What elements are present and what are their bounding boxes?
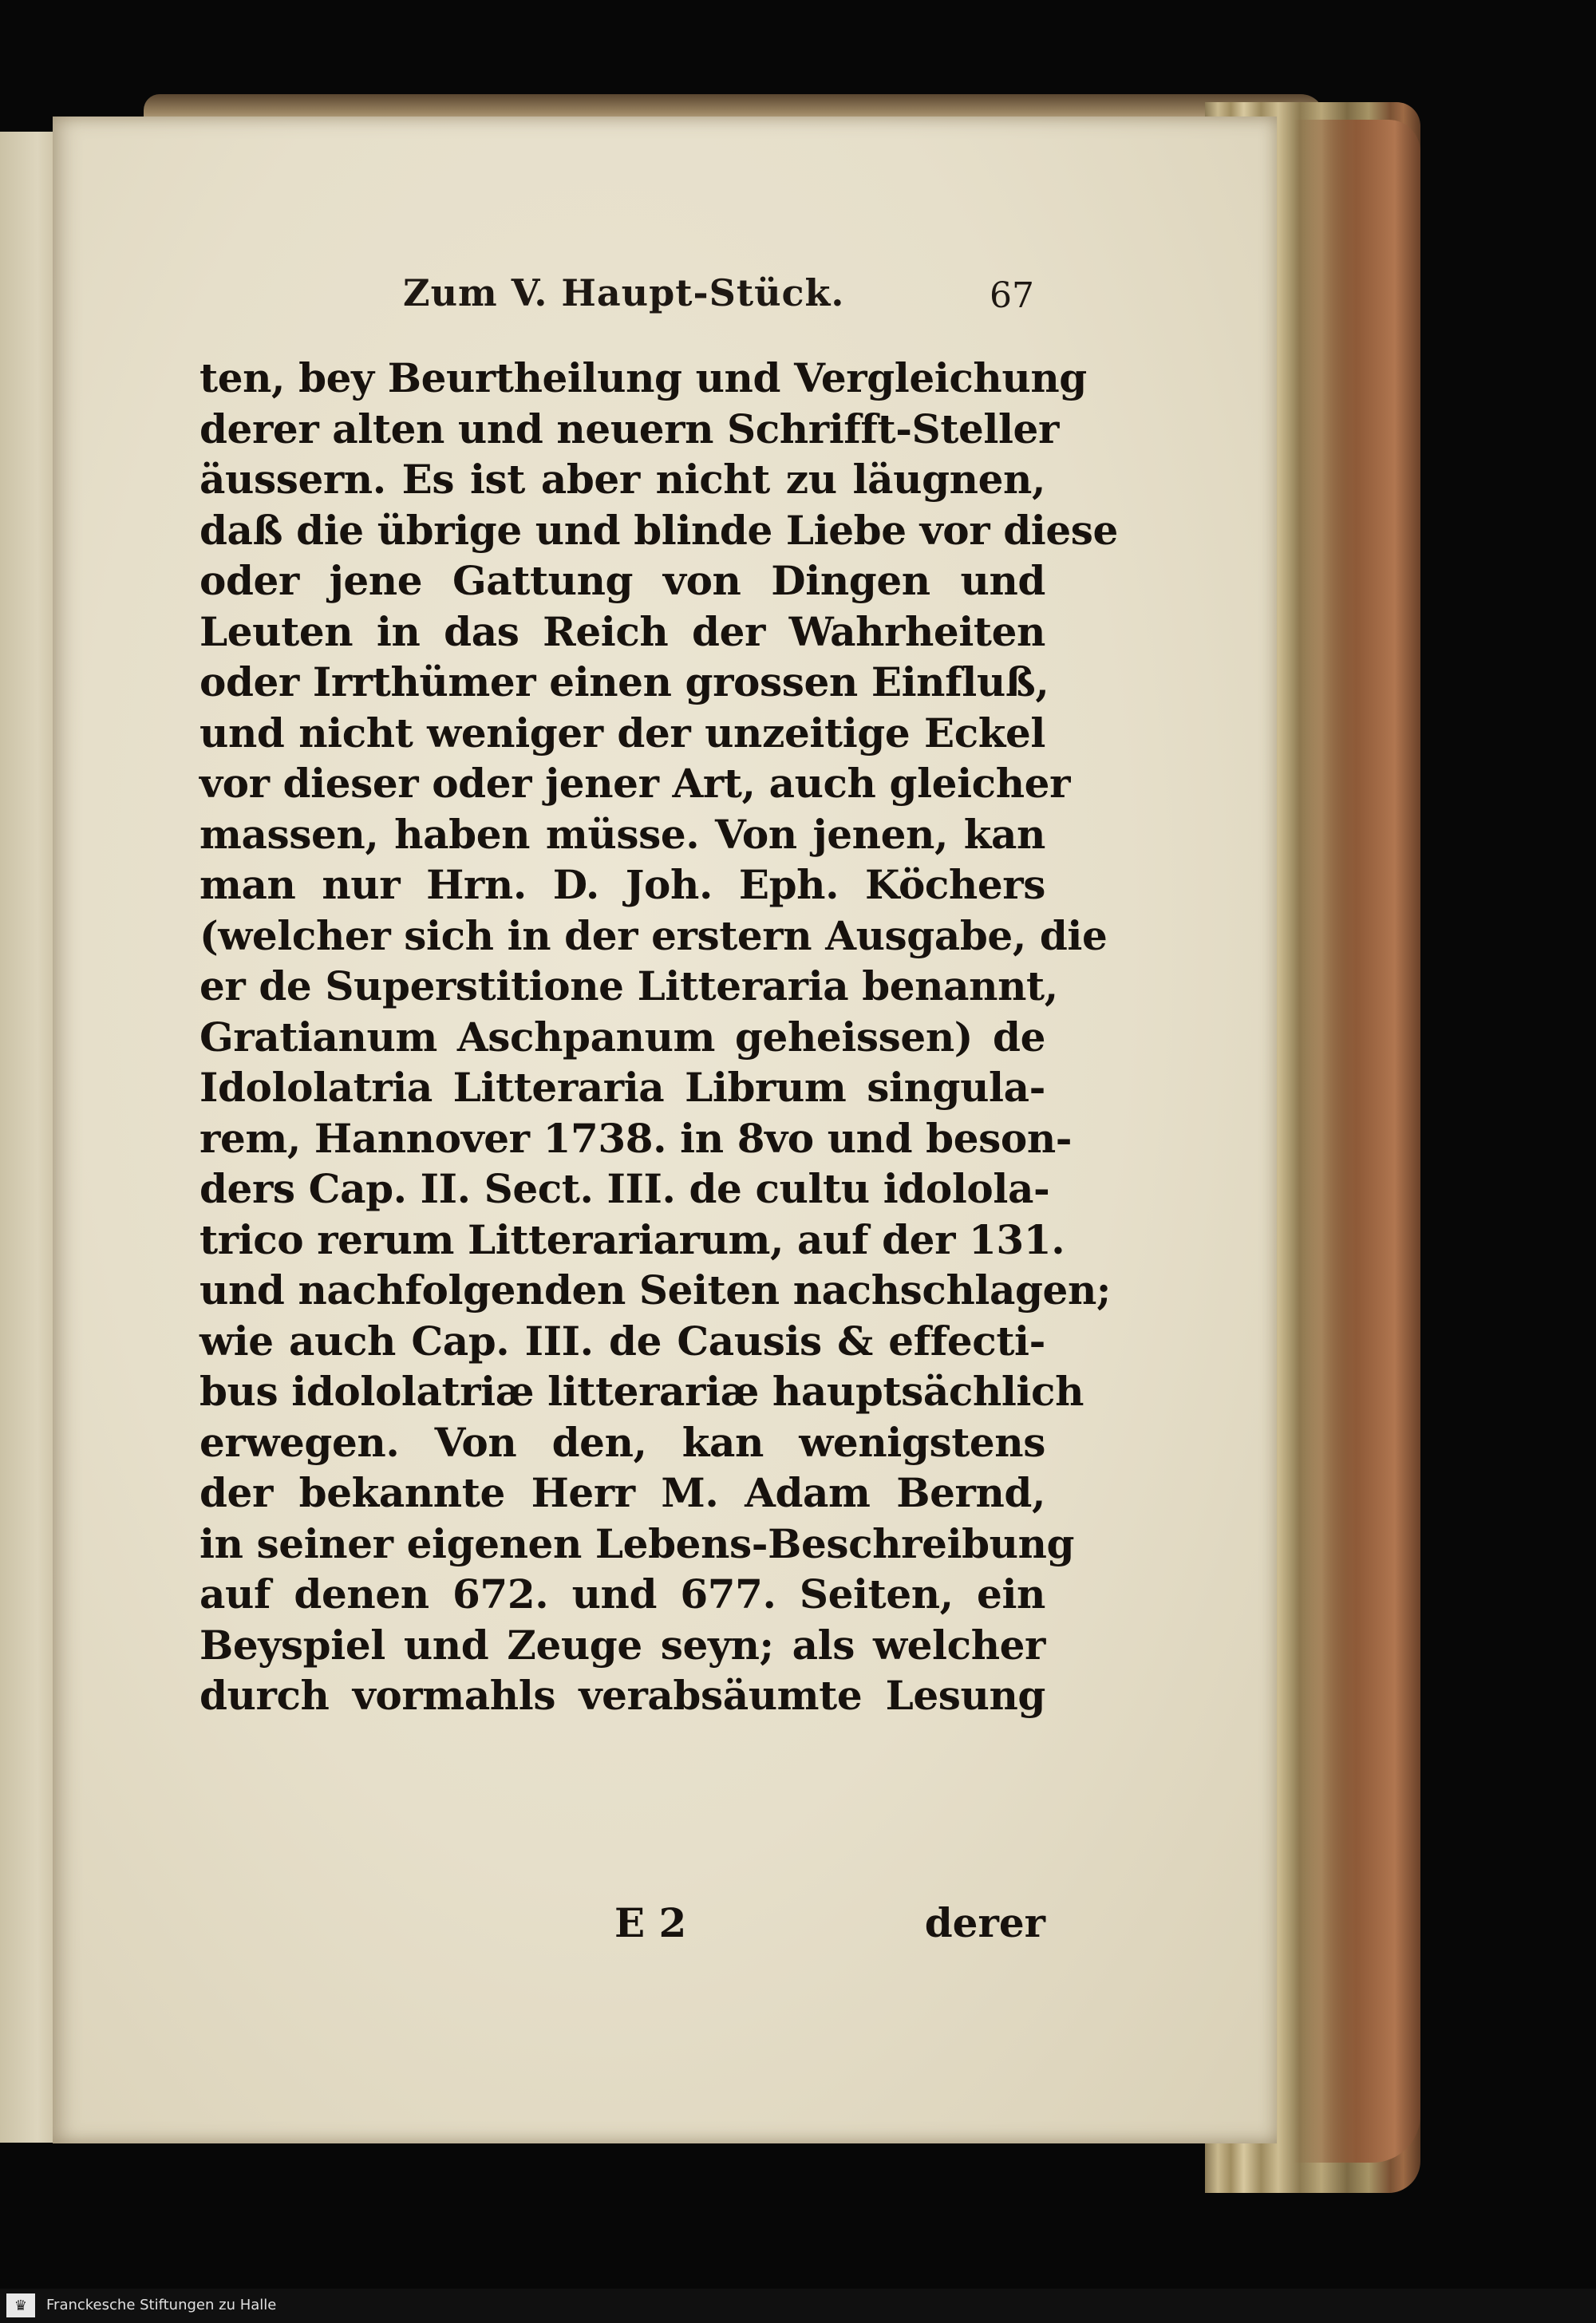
text-line: und nachfolgenden Seiten nachschlagen; <box>200 1266 1111 1314</box>
body-text <box>200 353 1118 1721</box>
text-line: derer alten und neuern Schrifft-Steller <box>200 405 1059 452</box>
catchline <box>200 1899 1045 1955</box>
running-head: Zum V. Haupt-Stück. <box>403 271 845 314</box>
text-line: man nur Hrn. D. Joh. Eph. Köchers <box>200 861 1045 908</box>
catchword: derer <box>924 1899 1045 1946</box>
text-line: er de Superstitione Litteraria benannt, <box>200 962 1058 1009</box>
text-line: wie auch Cap. III. de Causis & effecti- <box>200 1317 1045 1365</box>
page-number: 67 <box>990 275 1034 316</box>
text-line: trico rerum Litterariarum, auf der 131. <box>200 1215 1065 1263</box>
text-line: daß die übrige und blinde Liebe vor diese <box>200 506 1118 554</box>
book-cover-edge <box>1293 120 1420 2163</box>
text-line: durch vormahls verabsäumte Lesung <box>200 1672 1045 1719</box>
text-line: in seiner eigenen Lebens-Beschreibung <box>200 1519 1075 1567</box>
text-line: ten, bey Beurtheilung und Vergleichung <box>200 354 1087 401</box>
text-line: (welcher sich in der erstern Ausgabe, die <box>200 911 1108 959</box>
footer-credit: Franckesche Stiftungen zu Halle <box>46 2297 277 2313</box>
text-line: erwegen. Von den, kan wenigstens <box>200 1418 1045 1466</box>
text-line: vor dieser oder jener Art, auch gleicher <box>200 760 1071 807</box>
text-line: Beyspiel und Zeuge seyn; als welcher <box>200 1621 1045 1669</box>
institution-logo-icon: ♛ <box>6 2293 35 2317</box>
text-line: und nicht weniger der unzeitige Eckel <box>200 709 1045 757</box>
text-line: oder jene Gattung von Dingen und <box>200 557 1045 604</box>
text-line: rem, Hannover 1738. in 8vo und beson- <box>200 1114 1073 1162</box>
text-line: Gratianum Aschpanum geheissen) de <box>200 1013 1045 1061</box>
text-line: ders Cap. II. Sect. III. de cultu idolola- <box>200 1165 1050 1212</box>
text-line: auf denen 672. und 677. Seiten, ein <box>200 1570 1045 1618</box>
text-line: Idololatria Litteraria Librum singula- <box>200 1064 1045 1111</box>
text-line: äussern. Es ist aber nicht zu läugnen, <box>200 456 1045 503</box>
text-line: bus idololatriæ litterariæ hauptsächlich <box>200 1368 1084 1415</box>
footer-bar <box>0 2289 1596 2323</box>
text-line: Leuten in das Reich der Wahrheiten <box>200 607 1045 655</box>
text-line: der bekannte Herr M. Adam Bernd, <box>200 1469 1045 1516</box>
signature-mark: E 2 <box>614 1899 687 1946</box>
text-line: massen, haben müsse. Von jenen, kan <box>200 810 1045 858</box>
text-line: oder Irrthümer einen grossen Einfluß, <box>200 658 1049 705</box>
